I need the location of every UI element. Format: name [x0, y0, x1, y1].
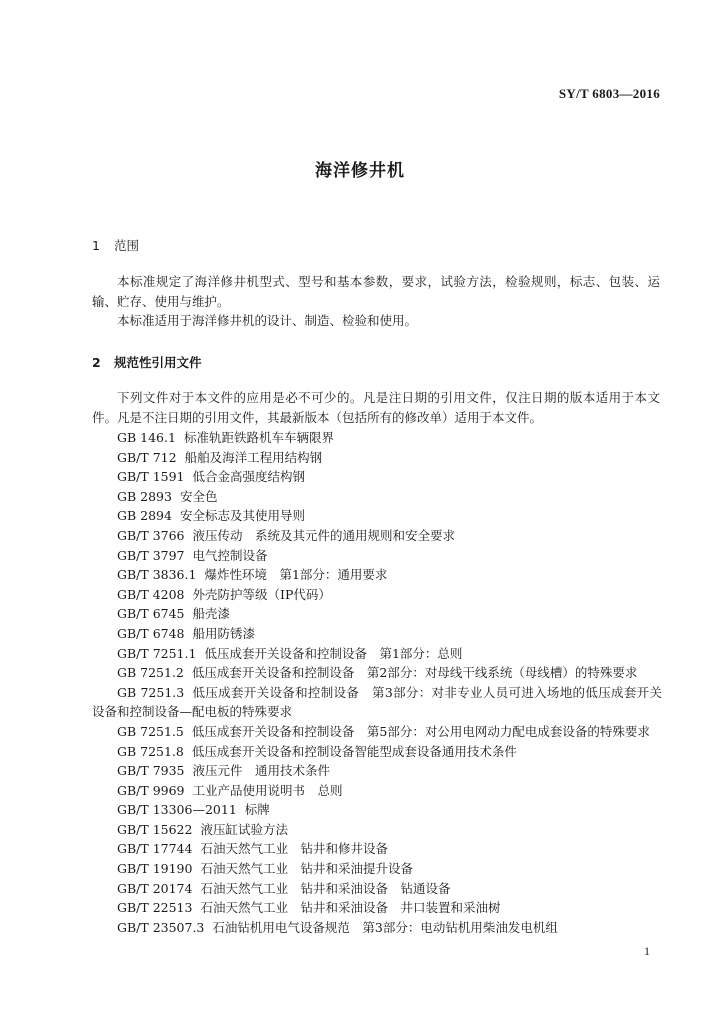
reference-item: [92, 644, 662, 664]
reference-code: GB/T 19190: [117, 861, 193, 877]
reference-title: 低压成套开关设备和控制设备智能型成套设备通用技术条件: [191, 743, 517, 759]
reference-item: [92, 761, 662, 781]
reference-title: 石油天然气工业 钻井和修井设备: [200, 841, 388, 857]
reference-item: [92, 546, 662, 566]
reference-code: GB 7251.2: [117, 665, 184, 681]
reference-code: GB 2893: [117, 488, 172, 504]
reference-item: [92, 683, 662, 722]
reference-item: [92, 565, 662, 585]
reference-item: [92, 918, 662, 938]
reference-title: 标牌: [244, 802, 270, 818]
reference-title: 低压成套开关设备和控制设备 第5部分：对公用电网动力配电成套设备的特殊要求: [191, 723, 650, 739]
reference-code: GB/T 3836.1: [117, 567, 197, 583]
reference-code: GB/T 1591: [117, 469, 185, 485]
reference-code: GB/T 7251.1: [117, 645, 197, 661]
reference-item: [92, 879, 662, 899]
reference-item: [92, 467, 662, 487]
reference-list: [92, 428, 662, 937]
reference-code: GB/T 9969: [117, 782, 185, 798]
reference-item: [92, 585, 662, 605]
reference-code: GB/T 3797: [117, 547, 185, 563]
section-2-number: 2: [92, 355, 101, 370]
reference-item: [92, 800, 662, 820]
reference-code: GB/T 13306—2011: [117, 802, 237, 818]
reference-title: 石油天然气工业 钻井和采油设备 钻通设备: [200, 880, 451, 896]
reference-item: [92, 604, 662, 624]
reference-title: 低压成套开关设备和控制设备 第2部分：对母线干线系统（母线槽）的特殊要求: [191, 665, 638, 681]
reference-title: 石油天然气工业 钻井和采油提升设备: [200, 861, 413, 877]
section-1-heading: [92, 236, 139, 254]
reference-item: [92, 428, 662, 448]
reference-title: 液压缸试验方法: [200, 821, 288, 837]
section-1-paragraph-1: 本标准规定了海洋修井机型式、型号和基本参数，要求，试验方法，检验规则，标志、包装、运输、贮存、使用与维护。: [92, 274, 660, 309]
reference-title: 爆炸性环境 第1部分：通用要求: [204, 567, 388, 583]
reference-code: GB/T 23507.3: [117, 919, 205, 935]
reference-code: GB 7251.3: [117, 684, 185, 700]
reference-item: [92, 663, 662, 683]
reference-code: GB/T 6745: [117, 606, 185, 622]
reference-title: 船用防锈漆: [192, 625, 256, 641]
reference-title: 低合金高强度结构钢: [192, 469, 306, 485]
reference-title: 船壳漆: [192, 606, 231, 622]
reference-item: [92, 859, 662, 879]
reference-title: 安全标志及其使用导则: [179, 508, 305, 524]
reference-title: 石油钻机用电气设备规范 第3部分：电动钻机用柴油发电机组: [212, 919, 558, 935]
reference-code: GB 2894: [117, 508, 172, 524]
section-2-title: 规范性引用文件: [114, 355, 202, 370]
reference-code: GB/T 4208: [117, 586, 185, 602]
reference-item: [92, 839, 662, 859]
reference-code: GB 7251.5: [117, 723, 184, 739]
section-1-title: 范围: [114, 238, 140, 253]
reference-code: GB/T 7935: [117, 763, 185, 779]
reference-code: GB/T 15622: [117, 821, 193, 837]
reference-code: GB/T 17744: [117, 841, 193, 857]
reference-item: [92, 624, 662, 644]
reference-title: 低压成套开关设备和控制设备 第3部分：对非专业人员可进入场地的低压成套开关设备和控制设备—配电板的特殊要求: [92, 684, 662, 720]
reference-code: GB/T 20174: [117, 880, 193, 896]
reference-item: [92, 448, 662, 468]
reference-title: 外壳防护等级（IP代码）: [192, 586, 331, 602]
reference-item: [92, 506, 662, 526]
reference-title: 石油天然气工业 钻井和采油设备 井口装置和采油树: [200, 900, 501, 916]
reference-item: [92, 781, 662, 801]
page-number: 1: [644, 944, 650, 958]
document-title: 海洋修井机: [315, 161, 405, 181]
reference-code: GB/T 712: [117, 449, 177, 465]
reference-item: [92, 742, 662, 762]
section-1-paragraph-2: 本标准适用于海洋修井机的设计、制造、检验和使用。: [117, 313, 418, 328]
section-2-intro: 下列文件对于本文件的应用是必不可少的。凡是注日期的引用文件，仅注日期的版本适用于本文件。凡是不注日期的引用文件，其最新版本（包括所有的修改单）适用于本文件。: [92, 390, 660, 425]
reference-code: GB/T 22513: [117, 900, 193, 916]
reference-title: 液压传动 系统及其元件的通用规则和安全要求: [192, 527, 456, 543]
reference-item: [92, 722, 662, 742]
reference-code: GB/T 6748: [117, 625, 185, 641]
reference-title: 电气控制设备: [192, 547, 268, 563]
reference-code: GB/T 3766: [117, 527, 185, 543]
standard-code: SY/T 6803—2016: [558, 86, 660, 101]
reference-title: 工业产品使用说明书 总则: [192, 782, 343, 798]
section-1-number: 1: [92, 238, 100, 253]
reference-title: 安全色: [179, 488, 218, 504]
reference-item: [92, 898, 662, 918]
reference-title: 液压元件 通用技术条件: [192, 763, 331, 779]
reference-code: GB 7251.8: [117, 743, 184, 759]
reference-item: [92, 487, 662, 507]
reference-title: 标准轨距铁路机车车辆限界: [183, 430, 334, 445]
reference-title: 低压成套开关设备和控制设备 第1部分：总则: [204, 645, 463, 661]
section-2-heading: [92, 353, 202, 371]
reference-item: [92, 820, 662, 840]
reference-title: 船舶及海洋工程用结构钢: [184, 449, 323, 465]
reference-code: GB 146.1: [117, 430, 176, 445]
reference-item: [92, 526, 662, 546]
